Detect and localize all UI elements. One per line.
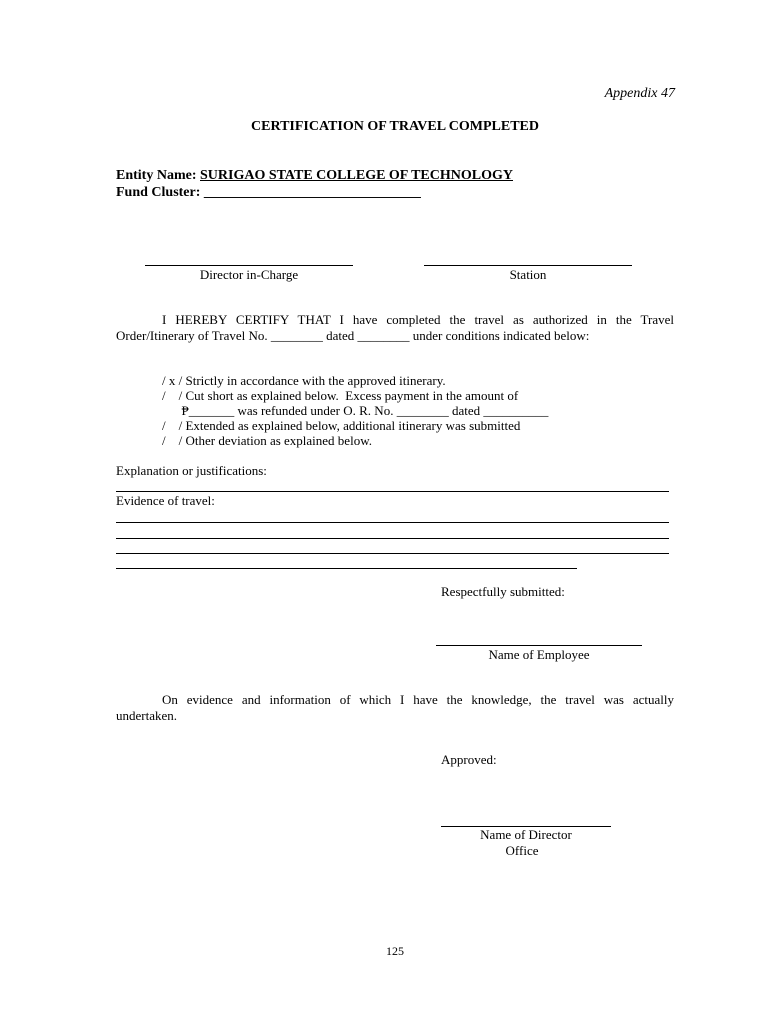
page-title: CERTIFICATION OF TRAVEL COMPLETED <box>251 119 539 134</box>
option-list-item: ₱_______ was refunded under O. R. No. ________ dated __________ <box>162 403 549 418</box>
director-in-charge-label: Director in-Charge <box>199 267 299 282</box>
director-signature-line <box>145 265 353 266</box>
evidence-line <box>116 568 577 569</box>
fund-cluster-blank: _______________________________ <box>203 185 421 200</box>
certify-line-2: Order/Itinerary of Travel No. ________ dated ________ under conditions indicated below: <box>116 328 590 343</box>
station-label: Station <box>509 267 547 282</box>
appendix-label: Appendix 47 <box>604 86 675 101</box>
entity-name-value: SURIGAO STATE COLLEGE OF TECHNOLOGY <box>200 168 513 183</box>
evidence-statement-line-1: On evidence and information of which I have the knowledge, the travel was actually <box>162 692 674 707</box>
evidence-statement-line-2: undertaken. <box>116 708 178 723</box>
director-name-label: Name of Director <box>480 827 572 842</box>
option-list-item: / / Other deviation as explained below. <box>162 433 372 448</box>
explanation-line <box>116 491 669 492</box>
fund-cluster-label: Fund Cluster: <box>116 185 201 200</box>
option-list-item: / / Cut short as explained below. Excess payment in the amount of <box>162 388 519 403</box>
entity-name-label: Entity Name: <box>116 168 197 183</box>
station-signature-line <box>424 265 632 266</box>
evidence-line <box>116 553 669 554</box>
explanation-label: Explanation or justifications: <box>116 463 267 478</box>
option-list-item: / x / Strictly in accordance with the approved itinerary. <box>162 373 446 388</box>
director-office-label: Office <box>505 843 539 858</box>
employee-signature-line <box>436 645 642 646</box>
employee-name-label: Name of Employee <box>488 647 590 662</box>
respectfully-submitted-label: Respectfully submitted: <box>441 584 565 599</box>
evidence-line <box>116 538 669 539</box>
certify-paragraph <box>116 312 674 344</box>
evidence-label: Evidence of travel: <box>116 493 215 508</box>
approved-label: Approved: <box>441 752 497 767</box>
evidence-statement <box>116 692 674 724</box>
entity-name-row <box>116 168 513 184</box>
option-list-item: / / Extended as explained below, additional itinerary was submitted <box>162 418 521 433</box>
certify-line-1: I HEREBY CERTIFY THAT I have completed the travel as authorized in the Travel <box>162 312 674 327</box>
fund-cluster-row <box>116 185 421 201</box>
page-number: 125 <box>386 944 404 958</box>
evidence-line <box>116 522 669 523</box>
